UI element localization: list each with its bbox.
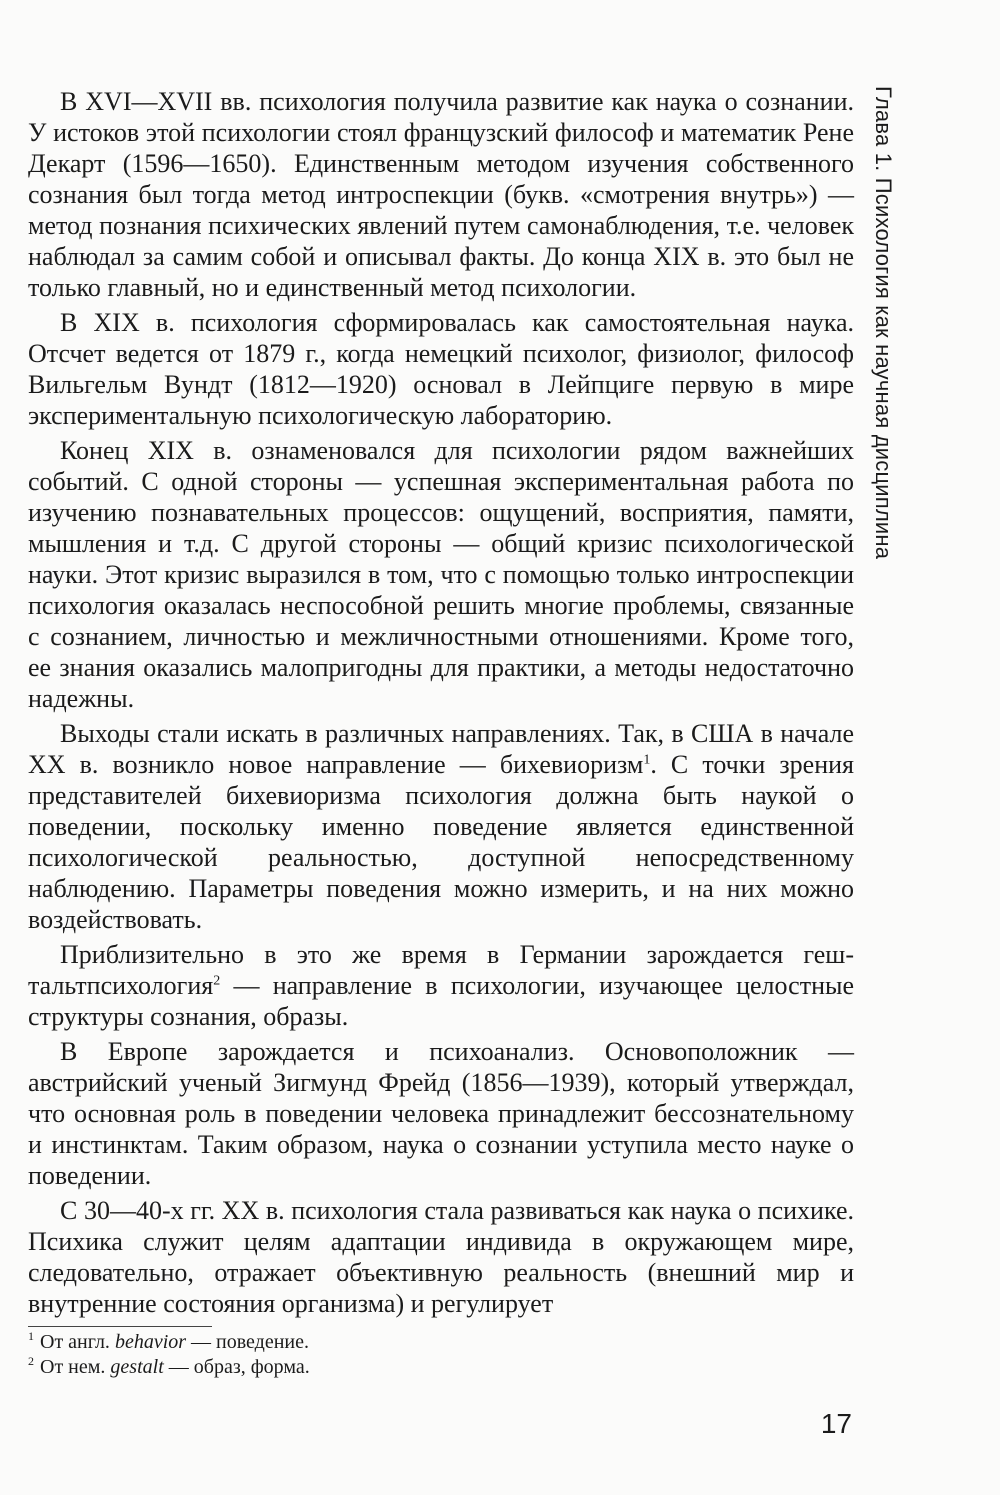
paragraph-3: Конец XIX в. ознаменовался для психологии рядом важнейших событий. С одной стороны — успешная экспериментальная работа по изучению познавательных процессов: ощущений, восприятия, памяти, мышления и т.д. С другой стороны — общий кризис психологической науки. Этот кризис выразился в том, что с помощью только интроспекции психология оказалась неспособной решить многие проблемы, связанные с сознанием, личностью и межличностными отношениями. Кроме того, ее знания оказались малопригодны для практики, а методы недостаточно надежны. <box>28 436 854 713</box>
paragraph-7: С 30—40-х гг. XX в. психология стала развиваться как наука о психике. Психика служит целям адаптации индивида в окружающем мире, следовательно, отражает объективную реальность (внешний мир и внутренние состояния организма) и регулирует <box>28 1196 854 1318</box>
footnote-2: $^2$ От нем. gestalt — образ, форма. <box>28 1354 310 1378</box>
footnote-1: $^1$ От англ. behavior — поведение. <box>28 1329 310 1353</box>
main-text <box>28 86 854 1319</box>
paragraph-6: В Европе зарождается и психоанализ. Основоположник — австрийский ученый Зигмунд Фрейд (1856—1939), который утверждал, что основная роль в поведении человека принадлежит бессознательному и инстинктам. Таким образом, наука о сознании уступила место науке о поведении. <box>28 1037 854 1190</box>
paragraph-4: Выходы стали искать в различных направлениях. Так, в США в начале XX в. возникло новое направление — бихевиоризм$^1$. С точки зрения представителей бихевиоризма психология должна быть наукой о поведении, поскольку именно поведение является единственной психологической реальностью, доступной непосредственному наблюдению. Параметры поведения можно измерить, и на них можно воздействовать. <box>28 719 854 934</box>
paragraph-2: В XIX в. психология сформировалась как самостоятельная наука. Отсчет ведется от 1879 г., когда немецкий психолог, физиолог, философ Вильгельм Вундт (1812—1920) основал в Лейпциге первую в мире экспериментальную психологическую лабораторию. <box>28 308 854 430</box>
footnote-divider <box>28 1326 212 1327</box>
page-number: 17 <box>820 1408 852 1439</box>
paragraph-1: В XVI—XVII вв. психология получила развитие как наука о сознании. У истоков этой психологии стоял французский философ и математик Рене Декарт (1596—1650). Единственным методом изучения собственного сознания был тогда метод интроспекции (букв. «смотрения внутрь») — метод познания психических явлений путем самонаблюдения, т.е. человек наблюдал за самим собой и описывал факты. До конца XIX в. это был не только главный, но и единственный метод психологии. <box>28 87 854 302</box>
footnote-ref-2: 2 <box>213 973 221 989</box>
running-head: Глава 1. Психология как научная дисциплина <box>871 86 896 560</box>
footnotes <box>28 1330 828 1380</box>
paragraph-5: Приблизительно в это же время в Германии зарождается гештальтпсихология$^2$ — направление в психологии, изучающее целостные структуры сознания, образы. <box>28 940 854 1031</box>
footnote-ref-1: 1 <box>643 752 651 768</box>
